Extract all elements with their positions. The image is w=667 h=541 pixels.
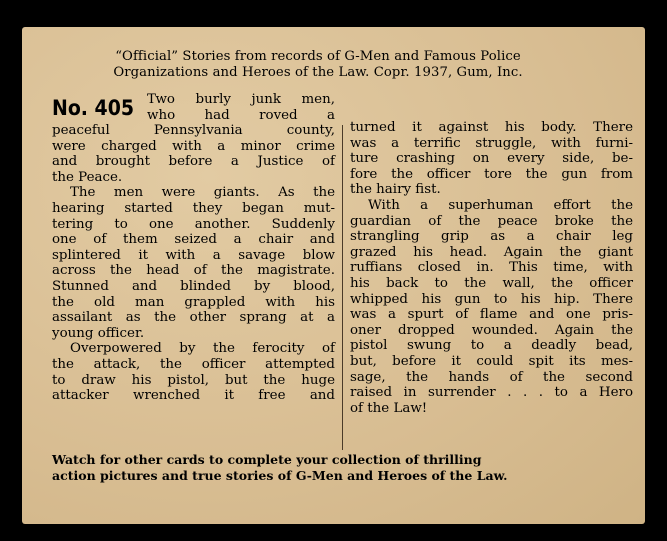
story-line: raised in surrender . . . to a Hero (350, 385, 633, 401)
story-line: the old man grappled with his (52, 294, 335, 310)
story-line: young officer. (52, 325, 145, 341)
story-line: to draw his pistol, but the huge (52, 372, 335, 388)
story-line: ruffians closed in. This time, with (350, 260, 633, 276)
column-divider (342, 125, 343, 450)
story-line: but, before it could spit its mes- (350, 353, 633, 369)
story-line: hearing started they began mut- (52, 200, 335, 216)
story-line: Two burly junk men, (147, 92, 335, 107)
story-line: the Peace. (52, 169, 123, 185)
story-line: the attack, the officer attempted (52, 356, 335, 372)
card-footer (52, 452, 632, 484)
story-line: pistol swung to a deadly bead, (350, 338, 633, 354)
card-number: No. 405 (52, 96, 135, 120)
story-line: his back to the wall, the officer (350, 275, 633, 291)
story-line: and brought before a Justice of (52, 154, 335, 170)
story-line: were charged with a minor crime (52, 138, 335, 154)
header-line-1: “Official” Stories from records of G-Men and Famous Police (115, 49, 521, 64)
story-line: one of them seized a chair and (52, 232, 335, 248)
story-intro (147, 92, 335, 123)
story-line: sage, the hands of the second (350, 369, 633, 385)
story-line: guardian of the peace broke the (350, 213, 633, 229)
story-line: With a superhuman effort the (368, 197, 633, 213)
story-left-column (52, 123, 335, 404)
footer-line-2: action pictures and true stories of G-Men and Heroes of the Law. (52, 468, 508, 483)
story-line: was a spurt of flame and one pris- (350, 307, 633, 323)
story-line: whipped his gun to his hip. There (350, 291, 633, 307)
story-line: of the Law! (350, 400, 428, 416)
card-header (40, 49, 596, 81)
story-line: was a terrific struggle, with furni- (350, 135, 633, 151)
story-line: who had roved a (147, 107, 335, 123)
story-line: Overpowered by the ferocity of (70, 341, 335, 357)
story-line: ture crashing on every side, be- (350, 151, 633, 167)
story-line: The men were giants. As the (70, 185, 335, 201)
story-line: strangling grip as a chair leg (350, 229, 633, 245)
header-line-2: Organizations and Heroes of the Law. Copr. 1937, Gum, Inc. (113, 65, 523, 80)
story-line: attacker wrenched it free and (52, 388, 335, 404)
story-line: oner dropped wounded. Again the (350, 322, 633, 338)
story-line: fore the officer tore the gun from (350, 166, 633, 182)
story-line: the hairy fist. (350, 182, 441, 198)
story-line: peaceful Pennsylvania county, (52, 123, 335, 138)
story-line: tering to one another. Suddenly (52, 216, 335, 232)
story-right-column (350, 120, 633, 416)
story-line: Stunned and blinded by blood, (52, 278, 335, 294)
footer-line-1: Watch for other cards to complete your collection of thrilling (52, 452, 482, 467)
story-line: across the head of the magistrate. (52, 263, 335, 279)
story-line: splintered it with a savage blow (52, 247, 335, 263)
story-line: grazed his head. Again the giant (350, 244, 633, 260)
story-line: assailant as the other sprang at a (52, 310, 335, 326)
story-line: turned it against his body. There (350, 120, 633, 135)
